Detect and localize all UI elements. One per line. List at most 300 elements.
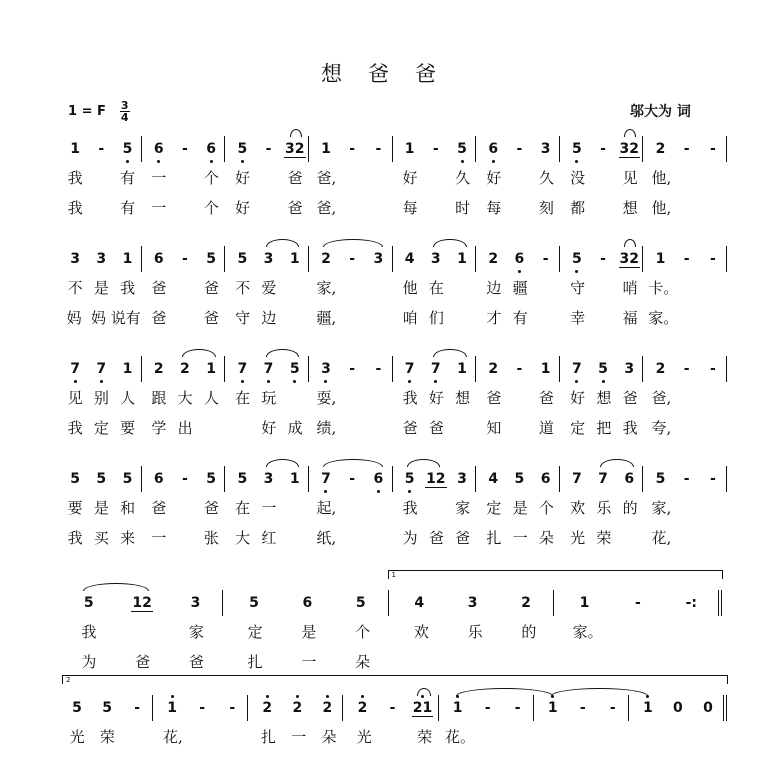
lyric-syllable: 他,: [651, 198, 672, 217]
lyric-measure: [344, 726, 440, 747]
note: [62, 470, 88, 488]
lyric-syllable: 好: [235, 198, 251, 217]
note: [377, 699, 407, 717]
lyric-syllable: 想: [596, 388, 612, 407]
lyric-syllable: 好: [570, 388, 586, 407]
note-value: 2: [322, 700, 333, 716]
lyric-syllable: 爸: [151, 308, 167, 327]
lyric-measure: [223, 651, 389, 672]
lyric-syllable: 见: [67, 388, 83, 407]
note-value: 6: [153, 471, 164, 487]
lyric-syllable: 张: [203, 528, 219, 547]
note: [146, 250, 172, 268]
lyric-measure: [643, 277, 727, 298]
note-value: 5: [355, 595, 366, 611]
slur-arc: [433, 239, 466, 247]
lyric-syllable: 一: [151, 528, 167, 547]
note-value: 2: [357, 700, 368, 716]
lyric-measure: [476, 417, 560, 438]
lyric-syllable: 想: [622, 198, 638, 217]
lyric-syllable: 他: [402, 278, 418, 297]
note-value: 1: [540, 361, 551, 377]
note: [313, 470, 339, 488]
note: [590, 250, 616, 268]
note: [255, 140, 281, 158]
note: [187, 699, 217, 717]
lyric-syllable: 学: [151, 418, 167, 437]
note: [146, 470, 172, 488]
note-value: -: [600, 251, 606, 267]
lyric-syllable: 荣: [596, 528, 612, 547]
note-value: 3: [624, 361, 635, 377]
note-value: 6: [624, 471, 635, 487]
note-value: 5: [571, 141, 582, 157]
notes-row: [62, 695, 727, 721]
lyric-syllable: 爸: [402, 418, 418, 437]
lyric-measure: [643, 197, 727, 218]
note-value: 32: [619, 141, 639, 157]
lyric-measure: [392, 167, 476, 188]
note-value: -: [229, 700, 236, 716]
note-value: 5: [122, 141, 133, 157]
lyrics-row: [62, 412, 727, 442]
note-value: -: [516, 141, 523, 157]
note-value: -: [683, 141, 690, 157]
lyric-syllable: 花。: [444, 727, 475, 746]
note: [255, 360, 281, 378]
note-value: 21: [412, 700, 433, 716]
note: [480, 140, 506, 158]
lyric-syllable: 在: [235, 388, 251, 407]
lyric-measure: [390, 621, 556, 642]
lyric-syllable: 我: [622, 418, 638, 437]
lyrics-row: [62, 522, 727, 552]
lyric-measure: [560, 497, 644, 518]
measure: [475, 246, 559, 272]
note-value: 7: [571, 471, 582, 487]
note: [229, 470, 255, 488]
measure: [475, 136, 559, 162]
note: [506, 470, 532, 488]
lyric-syllable: 家,: [651, 498, 672, 517]
lyric-measure: [560, 277, 644, 298]
lyric-measure: [248, 726, 344, 747]
note-value: -: [709, 141, 716, 157]
note: [473, 699, 503, 717]
lyric-measure: [308, 497, 392, 518]
note: [611, 594, 664, 612]
lyric-syllable: 爸: [486, 388, 502, 407]
note: [88, 360, 114, 378]
lyric-syllable: 爸,: [316, 168, 337, 187]
note: [616, 250, 642, 268]
note-value: 3: [70, 251, 80, 267]
measure: [642, 466, 727, 492]
note: [665, 594, 718, 612]
lyric-syllable: 朵: [321, 727, 337, 746]
lyric-syllable: 来: [120, 528, 136, 547]
note: [229, 250, 255, 268]
note: [114, 360, 140, 378]
lyric-syllable: 福: [622, 308, 638, 327]
note-value: 0: [703, 700, 713, 716]
note-value: -: [265, 141, 272, 157]
slur-arc: [323, 239, 383, 247]
lyric-syllable: 爸: [455, 528, 471, 547]
note-value: 5: [237, 141, 248, 157]
lyric-syllable: 花,: [651, 528, 672, 547]
note-value: 7: [263, 361, 274, 377]
lyric-syllable: 出: [177, 418, 193, 437]
note: [313, 360, 339, 378]
note-value: 3: [467, 595, 478, 611]
lyric-measure: [476, 527, 560, 548]
note-value: 2: [180, 361, 190, 377]
lyric-measure: [308, 387, 392, 408]
lyric-syllable: 久: [538, 168, 554, 187]
measure: [642, 136, 727, 162]
measure: [308, 246, 392, 272]
note: [229, 360, 255, 378]
note: [590, 470, 616, 488]
note-value: 12: [426, 471, 446, 487]
lyric-measure: [141, 277, 225, 298]
lyric-measure: [62, 497, 141, 518]
lyric-syllable: 爸: [287, 198, 303, 217]
lyric-syllable: 定: [93, 418, 109, 437]
lyric-measure: [141, 167, 225, 188]
note: [647, 360, 673, 378]
lyric-measure: [225, 197, 309, 218]
lyric-syllable: 好: [235, 168, 251, 187]
note: [397, 250, 423, 268]
note: [506, 140, 532, 158]
note: [423, 470, 449, 488]
measure: [141, 246, 225, 272]
note-value: -: [600, 141, 606, 157]
note: [480, 250, 506, 268]
note: [229, 140, 255, 158]
note-value: 2: [292, 700, 303, 716]
lyric-syllable: 朵: [355, 652, 371, 671]
note: [114, 140, 140, 158]
lyric-measure: [560, 387, 644, 408]
lyric-syllable: 起,: [316, 498, 337, 517]
lyric-syllable: 爸: [151, 278, 167, 297]
note-value: 4: [414, 595, 425, 611]
note: [480, 360, 506, 378]
lyric-syllable: 时: [455, 198, 471, 217]
note-value: -: [609, 700, 616, 716]
note-value: -: [484, 700, 491, 716]
lyric-syllable: 爸: [203, 278, 219, 297]
lyric-syllable: 定: [570, 418, 586, 437]
music-system: [62, 356, 727, 442]
slur-arc: [266, 459, 299, 467]
lyric-syllable: 为: [402, 528, 418, 547]
lyric-syllable: 跟: [151, 388, 167, 407]
lyric-measure: [62, 417, 141, 438]
lyric-syllable: 在: [428, 278, 444, 297]
note: [365, 250, 391, 268]
measure: [533, 695, 628, 721]
lyric-syllable: 一: [151, 168, 167, 187]
lyric-syllable: 一: [291, 727, 307, 746]
lyrics-row: [62, 616, 722, 646]
measure: [642, 246, 727, 272]
note: [564, 140, 590, 158]
lyric-syllable: 说有: [110, 308, 141, 327]
lyrics-row: [62, 382, 727, 412]
lyrics-row: [62, 272, 727, 302]
note-value: -:: [685, 595, 698, 611]
note-value: 3: [263, 471, 274, 487]
measure: [559, 466, 643, 492]
note: [92, 699, 122, 717]
note-value: 1: [457, 251, 467, 267]
measure: [308, 136, 392, 162]
note-value: 1: [289, 471, 300, 487]
note: [647, 250, 673, 268]
lyric-measure: [560, 197, 644, 218]
measure: [62, 136, 141, 162]
slur-arc: [323, 459, 383, 467]
note-value: 5: [206, 471, 216, 487]
note-value: 5: [72, 700, 82, 716]
lyric-syllable: 爸: [622, 388, 638, 407]
lyric-syllable: 有: [512, 308, 528, 327]
lyric-syllable: 纸,: [316, 528, 337, 547]
note-value: 3: [96, 251, 107, 267]
lyric-syllable: 爸: [538, 388, 554, 407]
lyric-syllable: 是: [301, 622, 317, 641]
note: [169, 594, 222, 612]
note-value: 1: [579, 595, 590, 611]
note-value: 6: [373, 471, 384, 487]
lyric-syllable: 好: [261, 418, 277, 437]
note-value: 7: [430, 361, 441, 377]
note-value: 5: [404, 471, 415, 487]
lyric-measure: [225, 387, 309, 408]
note-value: 5: [249, 595, 259, 611]
note: [114, 250, 140, 268]
note: [564, 250, 590, 268]
note-value: -: [634, 595, 641, 611]
lyric-syllable: 妈: [91, 308, 107, 327]
note-value: 1: [457, 361, 467, 377]
notes-row: [62, 246, 727, 272]
lyric-syllable: 红: [261, 528, 277, 547]
lyric-measure: [560, 167, 644, 188]
lyric-syllable: 我: [67, 168, 83, 187]
note: [564, 360, 590, 378]
tie-arc: [456, 688, 553, 696]
lyric-syllable: 好: [486, 168, 502, 187]
lyric-measure: [476, 307, 560, 328]
note: [339, 470, 365, 488]
lyric-syllable: 要: [67, 498, 83, 517]
note-value: 3: [373, 251, 384, 267]
lyric-syllable: 扎: [247, 652, 263, 671]
measure: [308, 356, 392, 382]
note-value: 0: [673, 700, 683, 716]
lyric-syllable: 人: [203, 388, 219, 407]
lyric-syllable: 想: [455, 388, 471, 407]
note: [282, 699, 312, 717]
note: [449, 140, 475, 158]
lyric-syllable: 在: [235, 498, 251, 517]
note-value: -: [579, 700, 586, 716]
music-system: [62, 466, 727, 552]
lyric-syllable: 绩,: [316, 418, 337, 437]
note: [62, 140, 88, 158]
note-value: 32: [619, 251, 639, 267]
lyric-syllable: 光: [69, 727, 85, 746]
note: [480, 470, 506, 488]
music-system: [62, 676, 727, 751]
lyric-syllable: 幸: [570, 308, 586, 327]
note: [564, 470, 590, 488]
lyric-syllable: 把: [596, 418, 612, 437]
measure: [222, 590, 387, 616]
lyric-measure: [308, 307, 392, 328]
lyric-syllable: 光: [356, 727, 372, 746]
lyric-syllable: 大: [235, 528, 251, 547]
lyric-measure: [141, 307, 225, 328]
lyric-syllable: 刻: [538, 198, 554, 217]
lyric-syllable: 爸,: [316, 198, 337, 217]
music-system: [62, 571, 722, 676]
note: [88, 470, 114, 488]
lyric-syllable: 爸: [135, 652, 151, 671]
note: [339, 360, 365, 378]
lyric-syllable: 的: [521, 622, 537, 641]
note: [313, 140, 339, 158]
lyric-syllable: 耍,: [316, 388, 337, 407]
lyric-syllable: 欢: [570, 498, 586, 517]
lyrics-row: [62, 721, 727, 751]
note: [616, 470, 642, 488]
music-system: [62, 136, 727, 222]
lyric-measure: [62, 167, 141, 188]
lyric-syllable: 爸: [428, 418, 444, 437]
lyric-syllable: 朵: [538, 528, 554, 547]
lyric-measure: [225, 497, 309, 518]
note: [423, 250, 449, 268]
note-value: 6: [153, 251, 164, 267]
lyric-syllable: 爸: [151, 498, 167, 517]
note-value: -: [349, 141, 356, 157]
note: [88, 140, 114, 158]
lyric-syllable: 个: [203, 198, 219, 217]
lyric-syllable: 我: [120, 278, 136, 297]
lyric-syllable: 我: [67, 418, 83, 437]
note: [62, 250, 88, 268]
note-value: 5: [237, 251, 248, 267]
measure: [224, 246, 308, 272]
note: [334, 594, 387, 612]
measure: [392, 356, 476, 382]
lyric-syllable: 玩: [261, 388, 277, 407]
note-value: -: [683, 471, 690, 487]
note: [146, 140, 172, 158]
lyric-measure: [153, 726, 249, 747]
note-value: 5: [102, 700, 112, 716]
lyric-syllable: 好: [428, 388, 444, 407]
lyric-syllable: 乐: [596, 498, 612, 517]
lyric-syllable: 哨: [622, 278, 638, 297]
note-value: -: [709, 361, 716, 377]
note-value: 5: [96, 471, 107, 487]
note: [674, 360, 700, 378]
note: [538, 699, 568, 717]
song-title: 想爸爸: [321, 62, 462, 86]
slur-arc: [83, 583, 149, 591]
lyric-measure: [62, 651, 223, 672]
lyric-syllable: 一: [151, 198, 167, 217]
note: [282, 360, 308, 378]
note-value: 1: [167, 700, 178, 716]
lyric-measure: [392, 307, 476, 328]
measure: [224, 466, 308, 492]
notes-row: [62, 466, 727, 492]
lyric-measure: [225, 167, 309, 188]
notes-row: [62, 136, 727, 162]
lyric-syllable: 为: [81, 652, 97, 671]
lyric-measure: [643, 497, 727, 518]
lyrics-row: [62, 192, 727, 222]
note-value: -: [349, 361, 356, 377]
note-value: 6: [206, 141, 216, 157]
lyric-measure: [560, 527, 644, 548]
note: [172, 140, 198, 158]
lyric-syllable: 花,: [162, 727, 183, 746]
lyric-syllable: 知: [486, 418, 502, 437]
note: [533, 360, 559, 378]
note-value: 1: [642, 700, 653, 716]
lyric-measure: [225, 277, 309, 298]
lyric-measure: [392, 527, 476, 548]
lyric-measure: [141, 527, 225, 548]
measure: [62, 246, 141, 272]
lyric-measure: [62, 277, 141, 298]
note-value: 5: [571, 251, 582, 267]
lyric-syllable: 边: [261, 308, 277, 327]
note: [255, 250, 281, 268]
note-value: 1: [206, 361, 216, 377]
note: [408, 699, 438, 717]
note: [647, 140, 673, 158]
lyric-measure: [476, 197, 560, 218]
lyric-measure: [308, 417, 392, 438]
lyric-syllable: 一: [261, 498, 277, 517]
note: [506, 360, 532, 378]
note-value: -: [98, 141, 105, 157]
lyric-syllable: 光: [570, 528, 586, 547]
lyric-syllable: 我: [67, 198, 83, 217]
note-value: 2: [488, 251, 499, 267]
lyric-measure: [392, 387, 476, 408]
lyric-syllable: 家: [455, 498, 471, 517]
note-value: -: [199, 700, 206, 716]
lyric-syllable: 们: [428, 308, 444, 327]
note: [449, 250, 475, 268]
lyric-measure: [308, 167, 392, 188]
lyric-syllable: 爸: [287, 168, 303, 187]
note-value: 5: [122, 471, 133, 487]
note: [616, 360, 642, 378]
note-value: 7: [96, 361, 107, 377]
